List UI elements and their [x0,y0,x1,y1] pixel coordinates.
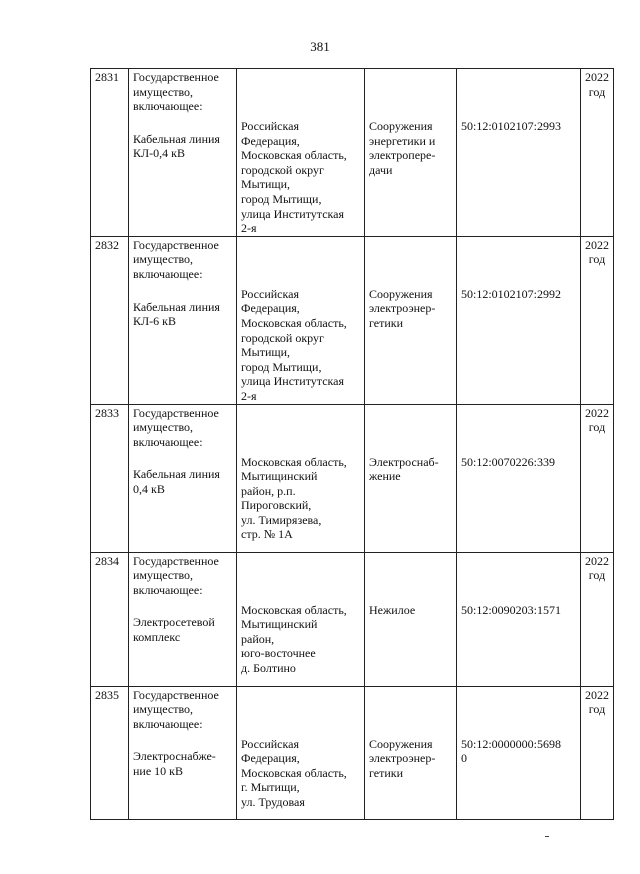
property-group-label: Государственное имущество, включающее: [133,405,219,449]
purpose-cell: Электроснаб- жение [365,404,457,552]
property-name-cell [129,404,237,552]
row-number: 2834 [91,552,129,686]
property-name-cell [129,552,237,686]
cadastral-number-cell: 50:12:0102107:2992 [457,236,581,404]
property-group-label: Государственное имущество, включающее: [133,687,219,731]
property-group-label: Государственное имущество, включающее: [133,237,219,281]
address-cell: Московская область, Мытищинский район, р.п. Пироговский, ул. Тимирязева, стр. № 1А [237,404,365,552]
object-name: Кабельная линия 0,4 кВ [133,467,220,496]
purpose-cell: Сооружения электроэнер- гетики [365,236,457,404]
object-name: Электросетевой комплекс [133,615,215,644]
row-number: 2831 [91,69,129,237]
purpose-cell: Нежилое [365,552,457,686]
property-name-cell [129,69,237,237]
property-name-cell [129,686,237,819]
property-group-label: Государственное имущество, включающее: [133,70,219,114]
cadastral-number-cell: 50:12:0090203:1571 [457,552,581,686]
address-cell: Московская область, Мытищинский район, юго-восточнее д. Болтино [237,552,365,686]
scan-mark [545,836,549,837]
property-group-label: Государственное имущество, включающее: [133,553,219,597]
property-registry-table [90,68,614,820]
object-name: Электроснабже- ние 10 кВ [133,749,216,778]
year-cell: 2022 год [581,686,614,819]
cadastral-number-cell: 50:12:0000000:5698 0 [457,686,581,819]
property-name-cell [129,236,237,404]
cadastral-number-cell: 50:12:0102107:2993 [457,69,581,237]
cadastral-number-cell: 50:12:0070226:339 [457,404,581,552]
purpose-cell: Сооружения энергетики и электропере- дачи [365,69,457,237]
year-cell: 2022 год [581,552,614,686]
object-name: Кабельная линия КЛ-0,4 кВ [133,131,220,161]
row-number: 2833 [91,404,129,552]
year-cell: 2022 год [581,236,614,404]
object-name: Кабельная линия КЛ-6 кВ [133,299,220,329]
address-cell: Российская Федерация, Московская область, городской округ Мытищи, город Мытищи, улица Институтская 2-я [237,236,365,404]
table-row [91,69,614,237]
purpose-cell: Сооружения электроэнер- гетики [365,686,457,819]
page-number: 381 [310,39,330,54]
year-cell: 2022 год [581,404,614,552]
row-number: 2835 [91,686,129,819]
table-row [91,686,614,819]
address-cell: Российская Федерация, Московская область, г. Мытищи, ул. Трудовая [237,686,365,819]
table-row [91,236,614,404]
year-cell: 2022 год [581,69,614,237]
table-row [91,552,614,686]
row-number: 2832 [91,236,129,404]
table-row [91,404,614,552]
address-cell: Российская Федерация, Московская область, городской округ Мытищи, город Мытищи, улица Институтская 2-я [237,69,365,237]
